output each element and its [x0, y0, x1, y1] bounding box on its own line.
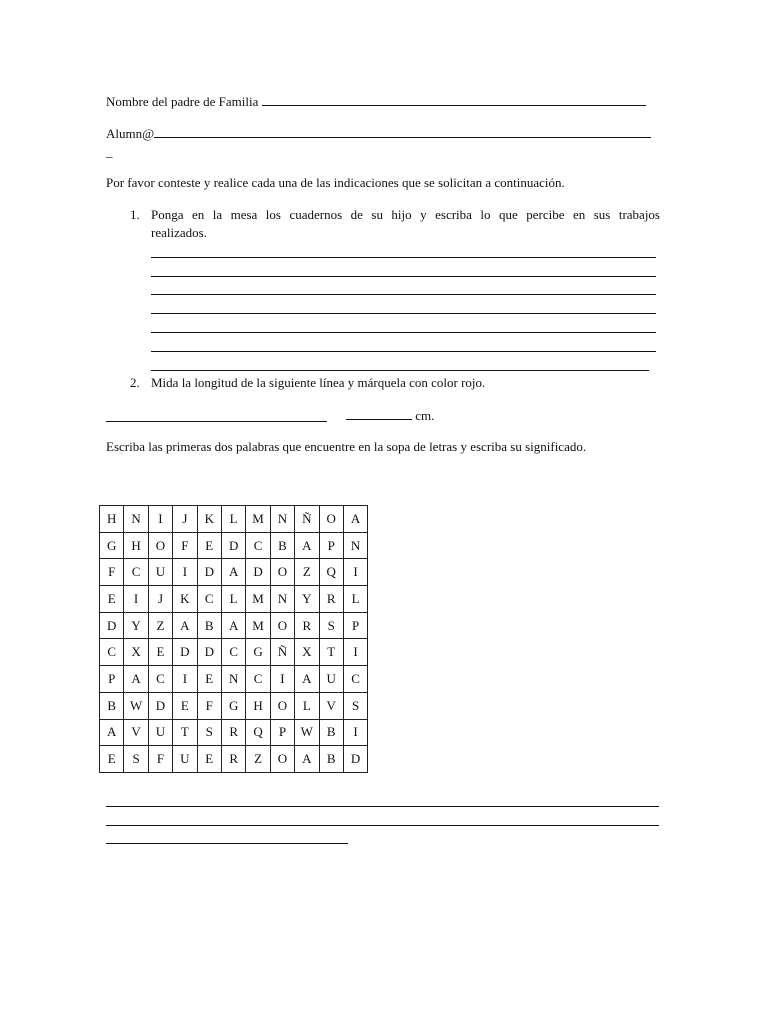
grid-cell[interactable]: B — [270, 532, 294, 559]
grid-cell[interactable]: D — [100, 612, 124, 639]
grid-cell[interactable]: D — [246, 559, 270, 586]
student-name-blank[interactable] — [154, 125, 651, 138]
grid-cell[interactable]: C — [100, 639, 124, 666]
grid-cell[interactable]: E — [100, 746, 124, 773]
grid-cell[interactable]: D — [221, 532, 245, 559]
grid-cell[interactable]: E — [100, 586, 124, 613]
grid-row — [100, 692, 368, 719]
grid-cell[interactable]: W — [124, 692, 148, 719]
grid-cell[interactable]: R — [319, 586, 343, 613]
grid-cell[interactable]: A — [124, 666, 148, 693]
grid-cell[interactable]: H — [246, 692, 270, 719]
grid-cell[interactable]: I — [148, 506, 172, 533]
student-trail: _ — [106, 144, 113, 159]
grid-cell[interactable]: H — [100, 506, 124, 533]
grid-cell[interactable]: B — [319, 746, 343, 773]
word-search-grid — [99, 505, 368, 773]
grid-cell[interactable]: R — [295, 612, 319, 639]
grid-cell[interactable]: B — [197, 612, 221, 639]
grid-cell[interactable]: V — [124, 719, 148, 746]
grid-cell[interactable]: P — [319, 532, 343, 559]
grid-cell[interactable]: Z — [148, 612, 172, 639]
grid-cell[interactable]: L — [295, 692, 319, 719]
grid-cell[interactable]: A — [295, 666, 319, 693]
grid-cell[interactable]: J — [173, 506, 197, 533]
grid-cell[interactable]: P — [270, 719, 294, 746]
grid-cell[interactable]: I — [343, 719, 367, 746]
grid-cell[interactable]: A — [173, 612, 197, 639]
grid-cell[interactable]: C — [197, 586, 221, 613]
grid-cell[interactable]: O — [270, 612, 294, 639]
grid-cell[interactable]: W — [295, 719, 319, 746]
grid-cell[interactable]: Ñ — [270, 639, 294, 666]
answer-line[interactable] — [106, 806, 659, 807]
grid-cell[interactable]: O — [148, 532, 172, 559]
instructions-text: Por favor conteste y realice cada una de las indicaciones que se solicitan a continuación. — [106, 175, 565, 190]
grid-row — [100, 586, 368, 613]
grid-cell[interactable]: I — [270, 666, 294, 693]
grid-cell[interactable]: O — [270, 559, 294, 586]
item-1-text-line2: realizados. — [151, 225, 207, 240]
item-1-number: 1. — [130, 207, 140, 222]
grid-cell[interactable]: I — [173, 559, 197, 586]
grid-row — [100, 639, 368, 666]
grid-cell[interactable]: D — [173, 639, 197, 666]
grid-cell[interactable]: S — [197, 719, 221, 746]
grid-cell[interactable]: F — [197, 692, 221, 719]
grid-row — [100, 506, 368, 533]
grid-cell[interactable]: V — [319, 692, 343, 719]
answer-line[interactable] — [151, 313, 656, 314]
item-2-text: Mida la longitud de la siguiente línea y márquela con color rojo. — [151, 375, 486, 390]
grid-cell[interactable]: Y — [124, 612, 148, 639]
grid-cell[interactable]: C — [246, 532, 270, 559]
grid-cell[interactable]: H — [124, 532, 148, 559]
measure-unit: cm. — [415, 408, 435, 423]
grid-cell[interactable]: C — [343, 666, 367, 693]
grid-cell[interactable]: E — [173, 692, 197, 719]
grid-cell[interactable]: B — [100, 692, 124, 719]
grid-cell[interactable]: K — [173, 586, 197, 613]
grid-cell[interactable]: K — [197, 506, 221, 533]
grid-cell[interactable]: E — [148, 639, 172, 666]
grid-cell[interactable]: D — [148, 692, 172, 719]
grid-cell[interactable]: T — [173, 719, 197, 746]
grid-cell[interactable]: A — [343, 506, 367, 533]
parent-name-label: Nombre del padre de Familia — [106, 94, 259, 109]
grid-cell[interactable]: J — [148, 586, 172, 613]
grid-cell[interactable]: D — [197, 639, 221, 666]
grid-row — [100, 612, 368, 639]
measure-answer — [346, 407, 434, 424]
answer-line[interactable] — [106, 825, 659, 826]
grid-cell[interactable]: L — [221, 506, 245, 533]
grid-cell[interactable]: A — [221, 612, 245, 639]
answer-line[interactable] — [151, 351, 656, 352]
grid-cell[interactable]: C — [221, 639, 245, 666]
grid-cell[interactable]: Z — [295, 559, 319, 586]
grid-row — [100, 719, 368, 746]
soup-instruction-text: Escriba las primeras dos palabras que encuentre en la sopa de letras y escriba su significado. — [106, 439, 587, 454]
grid-cell[interactable]: E — [197, 532, 221, 559]
grid-cell[interactable]: Q — [246, 719, 270, 746]
item-1-text-line1: Ponga en la mesa los cuadernos de su hijo y escriba lo que percibe en sus trabajos — [151, 207, 660, 222]
grid-cell[interactable]: N — [343, 532, 367, 559]
grid-cell[interactable]: Ñ — [295, 506, 319, 533]
answer-line[interactable] — [151, 276, 656, 277]
student-name-label: Alumn@ — [106, 126, 155, 141]
answer-line[interactable] — [151, 257, 656, 258]
item-2-number: 2. — [130, 375, 140, 390]
grid-cell[interactable]: O — [319, 506, 343, 533]
grid-cell[interactable]: X — [295, 639, 319, 666]
grid-cell[interactable]: B — [319, 719, 343, 746]
grid-cell[interactable]: P — [100, 666, 124, 693]
grid-cell[interactable]: U — [173, 746, 197, 773]
grid-cell[interactable]: F — [148, 746, 172, 773]
grid-cell[interactable]: Y — [295, 586, 319, 613]
grid-cell[interactable]: N — [270, 586, 294, 613]
grid-cell[interactable]: N — [270, 506, 294, 533]
grid-cell[interactable]: C — [124, 559, 148, 586]
grid-cell[interactable]: E — [197, 666, 221, 693]
grid-row — [100, 559, 368, 586]
answer-line[interactable] — [151, 294, 656, 295]
grid-row — [100, 746, 368, 773]
grid-cell[interactable]: G — [100, 532, 124, 559]
grid-cell[interactable]: A — [295, 746, 319, 773]
grid-cell[interactable]: C — [148, 666, 172, 693]
answer-line[interactable] — [151, 370, 649, 371]
measure-line[interactable] — [106, 421, 327, 422]
grid-cell[interactable]: L — [343, 586, 367, 613]
grid-cell[interactable]: C — [246, 666, 270, 693]
grid-cell[interactable]: D — [197, 559, 221, 586]
grid-cell[interactable]: A — [221, 559, 245, 586]
grid-cell[interactable]: S — [319, 612, 343, 639]
grid-cell[interactable]: N — [124, 506, 148, 533]
grid-cell[interactable]: F — [100, 559, 124, 586]
grid-cell[interactable]: S — [124, 746, 148, 773]
grid-cell[interactable]: O — [270, 692, 294, 719]
answer-line[interactable] — [106, 843, 348, 844]
grid-cell[interactable]: E — [197, 746, 221, 773]
grid-cell[interactable]: P — [343, 612, 367, 639]
grid-cell[interactable]: D — [343, 746, 367, 773]
grid-row — [100, 666, 368, 693]
grid-cell[interactable]: X — [124, 639, 148, 666]
grid-cell[interactable]: O — [270, 746, 294, 773]
grid-cell[interactable]: A — [100, 719, 124, 746]
answer-line[interactable] — [151, 332, 656, 333]
grid-cell[interactable]: U — [319, 666, 343, 693]
grid-cell[interactable]: G — [246, 639, 270, 666]
grid-cell[interactable]: I — [173, 666, 197, 693]
grid-cell[interactable]: I — [343, 559, 367, 586]
grid-cell[interactable]: G — [221, 692, 245, 719]
grid-cell[interactable]: U — [148, 559, 172, 586]
grid-cell[interactable]: A — [295, 532, 319, 559]
grid-cell[interactable]: M — [246, 506, 270, 533]
measure-answer-blank[interactable] — [346, 407, 412, 420]
grid-cell[interactable]: I — [343, 639, 367, 666]
grid-cell[interactable]: U — [148, 719, 172, 746]
grid-cell[interactable]: T — [319, 639, 343, 666]
student-name-field — [106, 125, 651, 142]
parent-name-field — [106, 93, 646, 110]
grid-cell[interactable]: S — [343, 692, 367, 719]
grid-cell[interactable]: F — [173, 532, 197, 559]
grid-cell[interactable]: I — [124, 586, 148, 613]
grid-cell[interactable]: R — [221, 719, 245, 746]
parent-name-blank[interactable] — [262, 93, 646, 106]
grid-row — [100, 532, 368, 559]
grid-cell[interactable]: N — [221, 666, 245, 693]
grid-cell[interactable]: Z — [246, 746, 270, 773]
grid-cell[interactable]: Q — [319, 559, 343, 586]
grid-cell[interactable]: M — [246, 586, 270, 613]
grid-cell[interactable]: M — [246, 612, 270, 639]
grid-cell[interactable]: L — [221, 586, 245, 613]
grid-cell[interactable]: R — [221, 746, 245, 773]
